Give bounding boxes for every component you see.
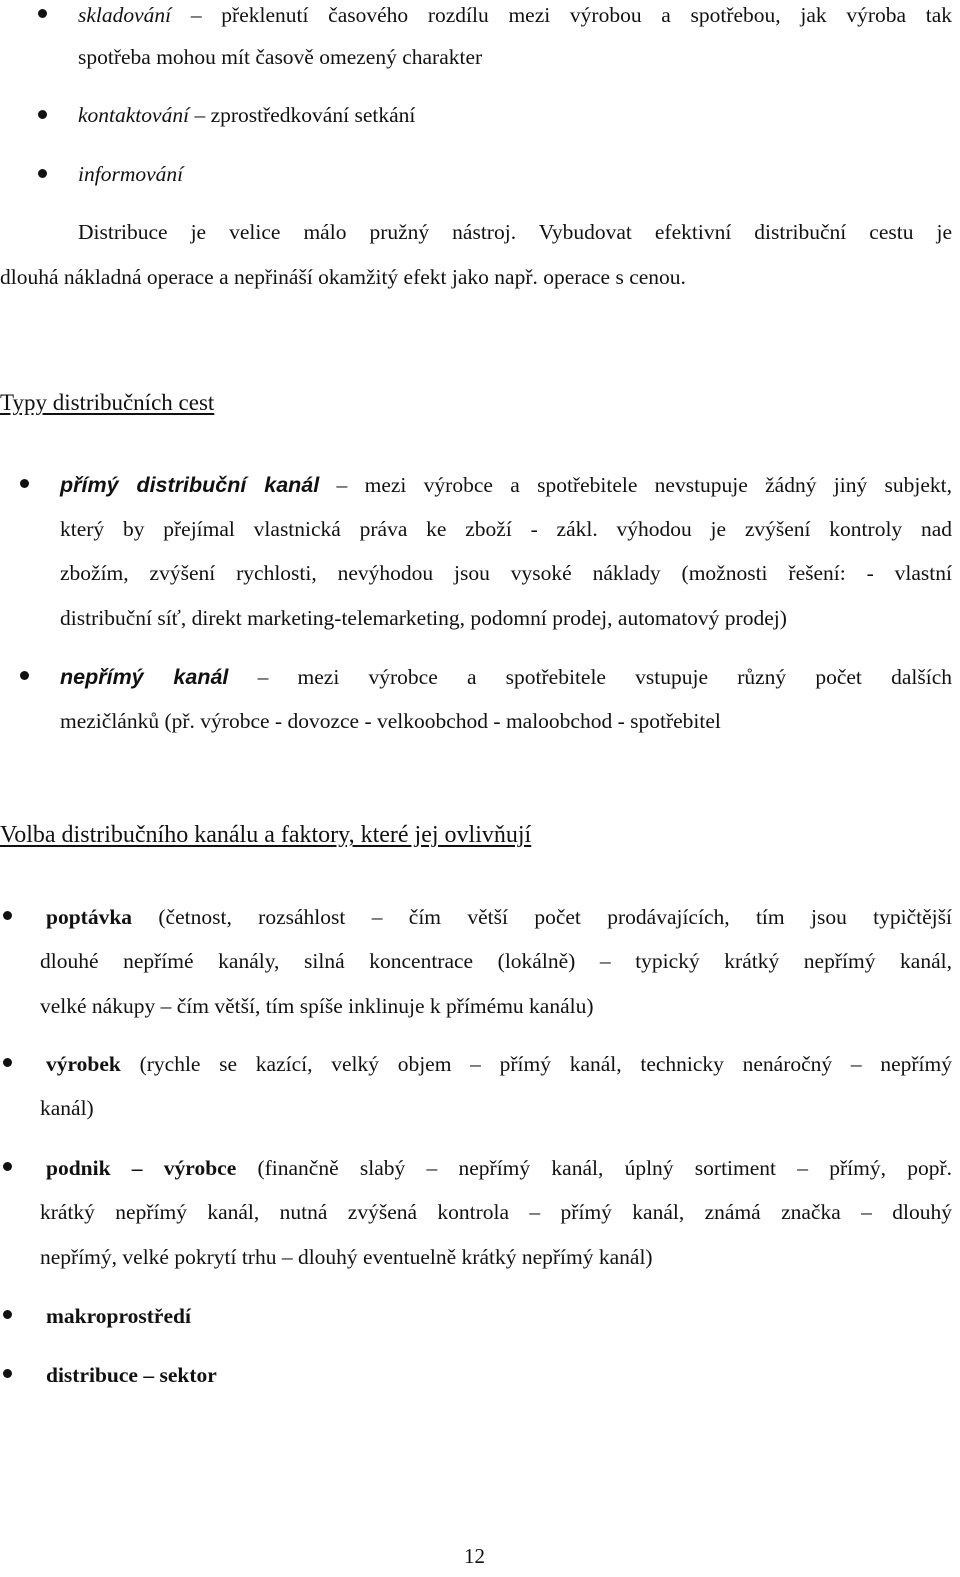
text: (četnost, rozsáhlost – čím větší počet prodávajících, tím jsou typičtější xyxy=(132,905,952,929)
bullet xyxy=(3,1369,12,1378)
bullet xyxy=(3,1058,12,1067)
text: – překlenutí časového rozdílu mezi výrobou a spotřebou, jak výroba tak xyxy=(171,3,952,27)
bullet xyxy=(20,479,29,488)
list-item-vyrobek-line1 xyxy=(46,1049,952,1079)
bullet xyxy=(20,671,29,680)
term-poptavka: poptávka xyxy=(46,905,133,929)
bullet xyxy=(3,911,12,920)
list-item-neprimy-line2: mezičlánků (př. výrobce - dovozce - velkoobchod - maloobchod - spotřebitel xyxy=(60,709,721,733)
list-item-podnik-line3: nepřímý, velké pokrytí trhu – dlouhý eventuelně krátký nepřímý kanál) xyxy=(40,1245,653,1269)
list-item-poptavka-line1 xyxy=(46,902,952,932)
paragraph-line1: Distribuce je velice málo pružný nástroj. Vybudovat efektivní distribuční cestu je xyxy=(78,220,952,244)
bullet xyxy=(38,110,47,119)
text: – mezi výrobce a spotřebitele vstupuje různý počet dalších xyxy=(228,665,952,689)
list-item-primy-line4: distribuční síť, direkt marketing-telemarketing, podomní prodej, automatový prodej) xyxy=(60,606,787,630)
bullet xyxy=(3,1162,12,1171)
term-distribuce-sektor: distribuce – sektor xyxy=(46,1363,217,1387)
text: – zprostředkování setkání xyxy=(189,103,416,127)
term-neprimy-kanal: nepřímý kanál xyxy=(60,665,229,689)
list-item-kontaktovani xyxy=(78,100,415,130)
section-heading-choice: Volba distribučního kanálu a faktory, které jej ovlivňují xyxy=(0,822,532,848)
list-item-skladovani-line1 xyxy=(78,0,952,30)
term-kontaktovani: kontaktování xyxy=(78,103,190,127)
term-vyrobek: výrobek xyxy=(46,1052,121,1076)
list-item-primy-line2: který by přejímal vlastnická práva ke zboží - zákl. výhodou je zvýšení kontroly nad xyxy=(60,517,952,541)
list-item-poptavka-line2: dlouhé nepřímé kanály, silná koncentrace (lokálně) – typický krátký nepřímý kanál, xyxy=(40,949,952,973)
list-item-primy-line1 xyxy=(60,470,952,500)
list-item-neprimy-line1 xyxy=(60,662,952,692)
section-heading-types: Typy distribučních cest xyxy=(0,390,215,415)
list-item-skladovani-line2: spotřeba mohou mít časově omezený charakter xyxy=(78,45,483,69)
text: (rychle se kazící, velký objem – přímý kanál, technicky nenáročný – nepřímý xyxy=(120,1052,952,1076)
bullet xyxy=(38,169,47,178)
list-item-poptavka-line3: velké nákupy – čím větší, tím spíše inklinuje k přímému kanálu) xyxy=(40,994,594,1018)
bullet xyxy=(38,9,47,18)
text: – mezi výrobce a spotřebitele nevstupuje žádný jiný subjekt, xyxy=(319,473,953,497)
list-item-vyrobek-line2: kanál) xyxy=(40,1096,94,1120)
list-item-primy-line3: zbožím, zvýšení rychlosti, nevýhodou jsou vysoké náklady (možnosti řešení: - vlastní xyxy=(60,561,952,585)
list-item-podnik-line1 xyxy=(46,1153,952,1183)
page-number: 12 xyxy=(464,1544,485,1568)
text: (finančně slabý – nepřímý kanál, úplný sortiment – přímý, popř. xyxy=(236,1156,952,1180)
bullet xyxy=(3,1310,12,1319)
term-primy-kanal: přímý distribuční kanál xyxy=(60,473,320,497)
term-makroprostredi: makroprostředí xyxy=(46,1304,191,1328)
term-skladovani: skladování xyxy=(78,3,172,27)
paragraph-line2: dlouhá nákladná operace a nepřináší okamžitý efekt jako např. operace s cenou. xyxy=(0,265,686,289)
list-item-podnik-line2: krátký nepřímý kanál, nutná zvýšená kontrola – přímý kanál, známá značka – dlouhý xyxy=(40,1200,952,1224)
term-podnik-vyrobce: podnik – výrobce xyxy=(46,1156,237,1180)
term-informovani: informování xyxy=(78,162,184,186)
